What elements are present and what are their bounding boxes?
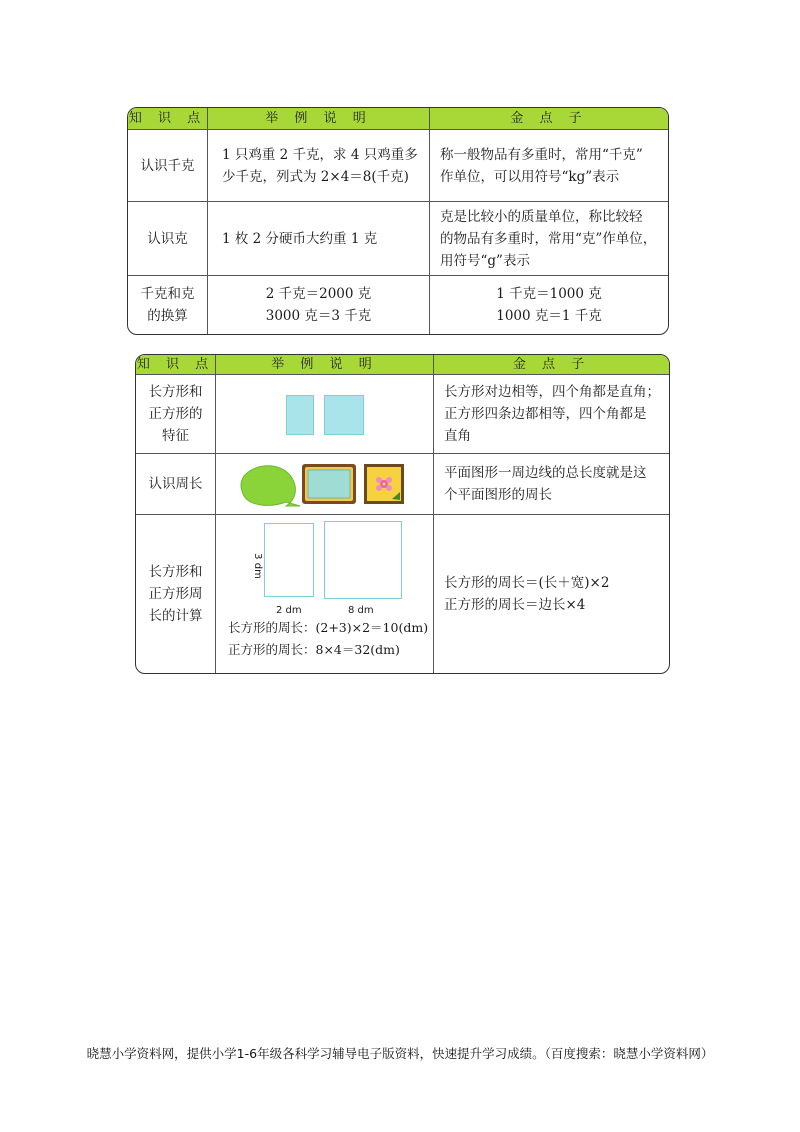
row-tip: 长方形的周长＝(长＋宽)×2 正方形的周长＝边长×4 bbox=[444, 575, 610, 613]
conversion-line: 1 千克＝1000 克 bbox=[496, 286, 602, 302]
row-name: 长方形和 正方形的 特征 bbox=[136, 375, 216, 453]
conversion-line: 2 千克＝2000 克 bbox=[265, 286, 372, 302]
row-tip: 长方形对边相等，四个角都是直角； 正方形四条边都相等，四个角都是 直角 bbox=[444, 384, 660, 444]
square-outline bbox=[324, 521, 402, 599]
table-row bbox=[128, 276, 668, 334]
picture-frame-icon bbox=[302, 464, 356, 504]
conversion-line: 1000 克＝1 千克 bbox=[496, 308, 602, 324]
rectangle-shape bbox=[286, 395, 314, 435]
row-name: 千克和克 的换算 bbox=[128, 276, 208, 334]
table-header-row bbox=[136, 355, 669, 375]
knowledge-table-mass bbox=[127, 107, 669, 335]
flower-card-icon bbox=[364, 464, 404, 504]
table-header-row bbox=[128, 108, 668, 130]
rectangle-width-label: 2 dm bbox=[276, 605, 302, 616]
row-example-shapes bbox=[216, 375, 434, 453]
row-example-pictures bbox=[216, 454, 434, 514]
square-shape bbox=[324, 395, 364, 435]
table-row bbox=[128, 202, 668, 276]
row-example: 1 枚 2 分硬币大约重 1 克 bbox=[208, 202, 430, 275]
rectangle-height-label: 3 dm bbox=[251, 553, 263, 579]
perimeter-pictures bbox=[216, 454, 434, 514]
footer-note: 晓慧小学资料网，提供小学1-6年级各科学习辅导电子版资料，快速提升学习成绩。（百度搜索：晓慧小学资料网） bbox=[86, 1046, 714, 1061]
row-example: 1 只鸡重 2 千克，求 4 只鸡重多 少千克，列式为 2×4＝8(千克) bbox=[208, 130, 430, 201]
table-row bbox=[128, 130, 668, 202]
table-row bbox=[136, 515, 669, 673]
header-knowledge-point: 知 识 点 bbox=[136, 355, 216, 374]
conversion-line: 3000 克＝3 千克 bbox=[265, 308, 372, 324]
header-examples: 举 例 说 明 bbox=[216, 355, 434, 374]
table-row bbox=[136, 454, 669, 515]
row-name: 认识周长 bbox=[136, 454, 216, 514]
square-perimeter-calc: 正方形的周长：8×4＝32(dm) bbox=[228, 642, 400, 657]
row-name: 认识千克 bbox=[128, 130, 208, 201]
row-example bbox=[208, 276, 430, 334]
table-row bbox=[136, 375, 669, 454]
rectangle-outline bbox=[264, 523, 314, 597]
knowledge-table-shapes bbox=[135, 354, 670, 674]
row-name: 认识克 bbox=[128, 202, 208, 275]
leaf-icon bbox=[241, 466, 300, 506]
row-example-calculation bbox=[216, 515, 434, 673]
header-knowledge-point: 知 识 点 bbox=[128, 108, 208, 129]
rectangle-perimeter-calc: 长方形的周长：(2+3)×2＝10(dm) bbox=[228, 620, 429, 635]
row-name: 长方形和 正方形周 长的计算 bbox=[136, 515, 216, 673]
row-tip: 克是比较小的质量单位，称比较轻 的物品有多重时，常用“克”作单位， 用符号“g”表示 bbox=[440, 208, 657, 269]
header-tips: 金 点 子 bbox=[510, 110, 588, 126]
row-tip bbox=[430, 276, 668, 334]
square-side-label: 8 dm bbox=[348, 605, 374, 616]
header-tips: 金 点 子 bbox=[512, 356, 591, 372]
row-tip: 平面图形一周边线的总长度就是这 个平面图形的周长 bbox=[444, 465, 647, 503]
header-examples: 举 例 说 明 bbox=[208, 108, 430, 129]
row-tip: 称一般物品有多重时，常用“千克” 作单位，可以用符号“kg”表示 bbox=[440, 146, 643, 185]
